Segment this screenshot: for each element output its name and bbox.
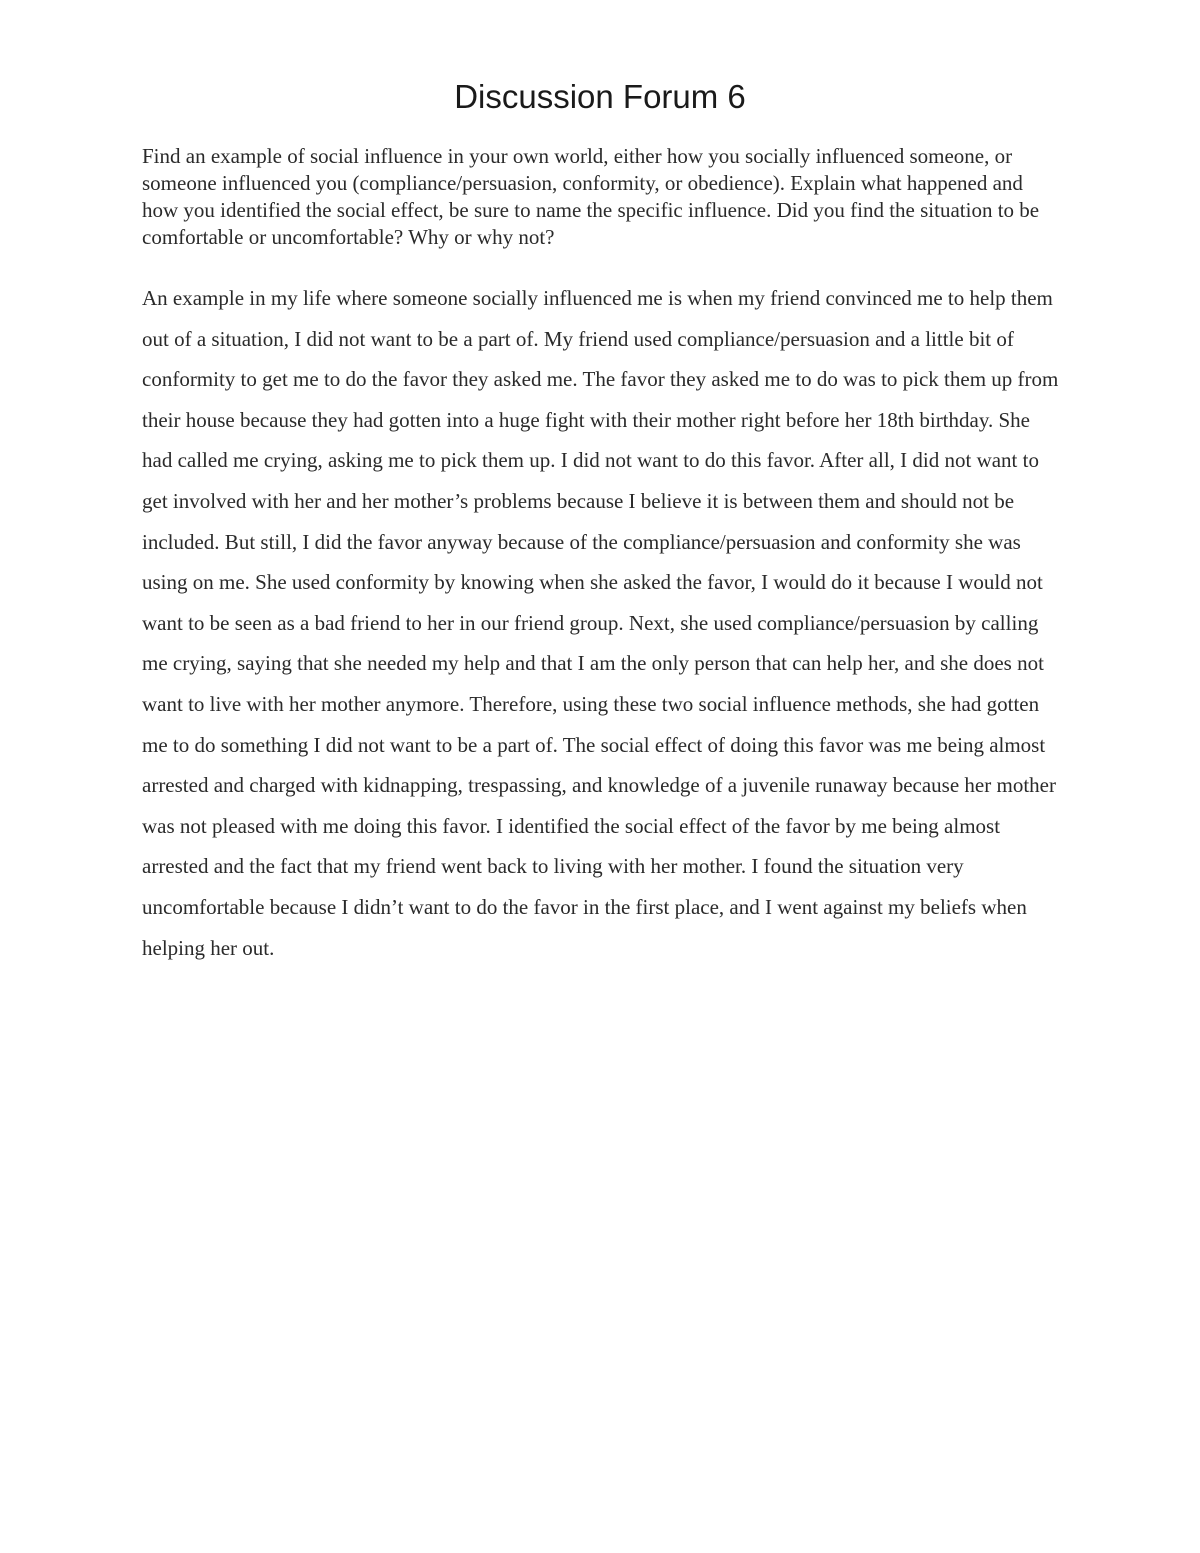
discussion-prompt: Find an example of social influence in your own world, either how you socially influenced someone, or someone influenced you (compliance/persuasion, conformity, or obedience). Explain what happened and how you identified the social effect, be sure to name the specific influence. Did you find the situation to be comfortable or uncomfortable? Why or why not?	[142, 144, 1040, 249]
response-paragraph: An example in my life where someone socially influenced me is when my friend convinced me to help them out of a situation, I did not want to be a part of. My friend used compliance/persuasion and a little bit of conformity to get me to do the favor they asked me. The favor they asked me to do was to pick them up from their house because they had gotten into a huge fight with their mother right before her 18th birthday. She had called me crying, asking me to pick them up. I did not want to do this favor. After all, I did not want to get involved with her and her mother’s problems because I believe it is between them and should not be included. But still, I did the favor anyway because of the compliance/persuasion and conformity she was using on me. She used conformity by knowing when she asked the favor, I would do it because I would not want to be seen as a bad friend to her in our friend group. Next, she used compliance/persuasion by calling me crying, saying that she needed my help and that I am the only person that can help her, and she does not want to live with her mother anymore. Therefore, using these two social influence methods, she had gotten me to do something I did not want to be a part of. The social effect of doing this favor was me being almost arrested and charged with kidnapping, trespassing, and knowledge of a juvenile runaway because her mother was not pleased with me doing this favor. I identified the social effect of the favor by me being almost arrested and the fact that my friend went back to living with her mother. I found the situation very uncomfortable because I didn’t want to do the favor in the first place, and I went against my beliefs when helping her out.	[142, 286, 1059, 960]
page-title: Discussion Forum 6	[454, 78, 746, 115]
